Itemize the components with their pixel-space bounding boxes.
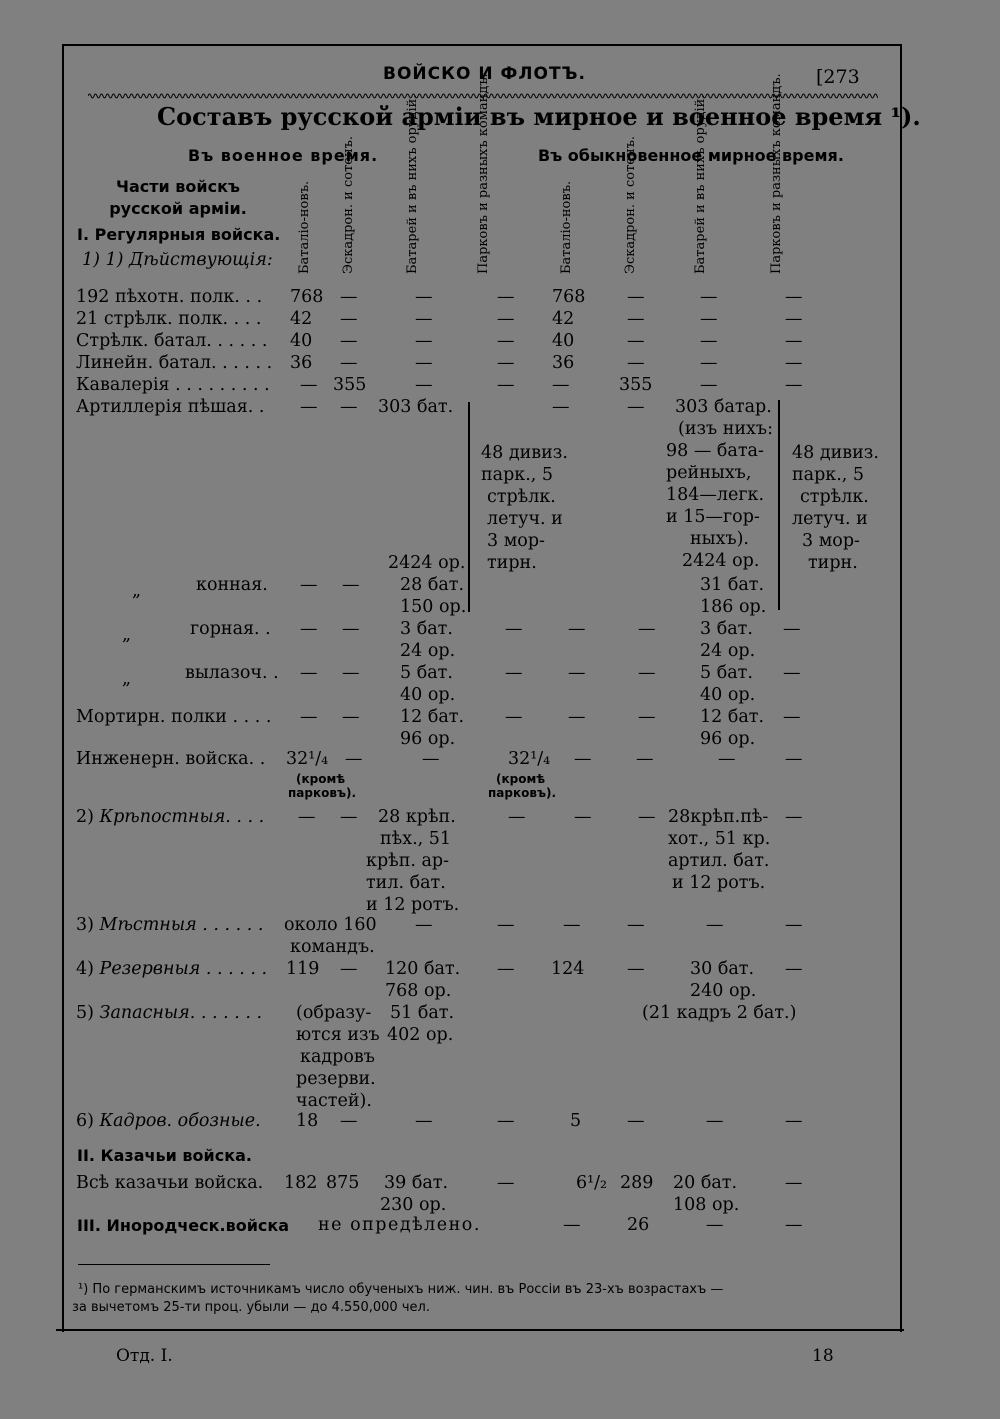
table-cell: — [497,375,515,395]
war-parks-line: 3 мор- [487,531,545,551]
fortress-war-line: и 12 ротъ. [366,895,460,915]
table-cell: — [415,331,433,351]
cadre-war-parks: — [497,1111,515,1131]
artillery-sortie-war-sq: — [342,663,360,683]
peace-detail-line: рейныхъ, [666,463,752,483]
engineers-peace-parks: — [718,749,736,769]
col-peace-squadrons: Эскадрон. и сотенъ. [623,135,638,274]
reserve-war-sq: — [340,959,358,979]
peace-detail-line: ныхъ). [690,529,749,549]
spare-peace: (21 кадръ 2 бат.) [642,1003,797,1023]
war-time-heading: Въ военное время. [188,146,379,165]
engineers-war-sq: — [345,749,363,769]
table-cell: — [300,375,318,395]
artillery-horse-label: конная. [196,575,268,595]
cossack-war-guns-2: 230 ор. [380,1195,447,1215]
table-cell: 303 бат. [378,397,454,417]
artillery-horse-war-sq: — [342,575,360,595]
cossack-war-guns-1: 39 бат. [384,1173,449,1193]
table-cell: 42 [290,309,313,329]
table-cell: — [497,353,515,373]
table-cell: — [497,331,515,351]
table-cell: — [340,287,358,307]
table-cell: — [340,331,358,351]
table-cell: 768 [290,287,324,307]
fortress-peace-dash: — [638,807,656,827]
peace-brace [778,400,780,610]
spare-war-line: кадровъ [300,1047,375,1067]
artillery-mortar-peace-sq: — [638,707,656,727]
col-peace-parks: Парковъ и разныхъ командъ. [769,73,784,274]
peace-parks-line: парк., 5 [792,465,865,485]
table-cell: — [627,331,645,351]
table-cell: — [340,353,358,373]
table-cell: 303 батар. [675,397,772,417]
cossack-peace-bat: 6¹/₂ [576,1173,608,1193]
artillery-sortie-peace-bat: — [568,663,586,683]
table-cell: — [627,309,645,329]
row-label: 21 стрѣлк. полк. . . . [76,309,262,329]
row-label: Линейн. батал. . . . . . [76,353,273,373]
spare-war-guns-1: 51 бат. [390,1003,455,1023]
cossack-peace-guns-1: 20 бат. [673,1173,738,1193]
table-cell: — [785,353,803,373]
col-peace-batteries: Батарей и въ нихъ орудій. [693,94,708,274]
artillery-mortar-peace-parks: — [783,707,801,727]
artillery-mortar-peace-guns-1: 12 бат. [700,707,765,727]
cossack-peace-sq: 289 [620,1173,654,1193]
fortress-peace-line: и 12 ротъ. [672,873,766,893]
peace-parks-line: 3 мор- [802,531,860,551]
reserve-war-bat: 119 [286,959,320,979]
war-artillery-guns: 2424 ор. [388,553,466,573]
foreign-peace-parks: — [785,1215,803,1235]
row-header-label-1: Части войскъ русской арміи. [109,177,247,218]
local-dash-5: — [706,915,724,935]
table-cell: — [340,397,358,417]
fortress-war-line: тил. бат. [366,873,446,893]
cadre-peace-sq: — [627,1111,645,1131]
table-cell: 768 [552,287,586,307]
war-parks-line: тирн. [487,553,537,573]
fortress-war-line: крѣп. ар- [366,851,450,871]
cadre-war-sq: — [340,1111,358,1131]
artillery-sortie-peace-parks: — [783,663,801,683]
cadre-peace-parks: — [785,1111,803,1131]
table-cell: — [552,375,570,395]
frame-bottom-rule [56,1329,904,1331]
cadre-war-bat: 18 [296,1111,319,1131]
engineers-war-guns: — [422,749,440,769]
table-cell: — [785,375,803,395]
table-cell: — [785,331,803,351]
cossack-peace-parks: — [785,1173,803,1193]
war-parks-line: летуч. и [487,509,563,529]
table-cell: — [552,397,570,417]
engineers-peace-guns: — [636,749,654,769]
engineers-war-bat: 32¹/₄ [286,749,329,769]
reserve-war-guns-2: 768 ор. [385,981,452,1001]
cadre-peace-bat: 5 [570,1111,582,1131]
reserve-label: 4) Резервныя . . . . . . [76,959,268,979]
table-cell: — [497,287,515,307]
fortress-war-bat: — [298,807,316,827]
artillery-sortie-label: вылазоч. . [185,663,279,683]
reserve-peace-guns-2: 240 ор. [690,981,757,1001]
artillery-mountain-peace-guns-2: 24 ор. [700,641,756,661]
cossack-war-parks: — [497,1173,515,1193]
fortress-peace-sq: — [574,807,592,827]
table-cell: — [627,397,645,417]
reserve-peace-sq: — [627,959,645,979]
table-cell: — [627,287,645,307]
table-cell: — [627,353,645,373]
col-war-parks: Парковъ и разныхъ командъ. [476,73,491,274]
artillery-mountain-war-parks: — [505,619,523,639]
fortress-peace-parks: — [785,807,803,827]
row-label: Стрѣлк. батал. . . . . . [76,331,268,351]
cossack-war-sq: 875 [326,1173,360,1193]
engineers-note-war-2: парковъ). [288,786,357,800]
table-cell: 355 [333,375,367,395]
reserve-war-guns-1: 120 бат. [385,959,461,979]
table-title: Составъ русской арміи въ мирное и военное время ¹). [157,102,921,131]
artillery-mountain-peace-sq: — [638,619,656,639]
reserve-peace-parks: — [785,959,803,979]
table-cell: — [340,309,358,329]
page-number: [273 [816,66,860,88]
spare-label: 5) Запасныя. . . . . . . [76,1003,263,1023]
cossack-war-bat: 182 [284,1173,318,1193]
fortress-war-sq: — [340,807,358,827]
local-dash-3: — [563,915,581,935]
section-regular: I. Регулярныя войска. [77,225,281,244]
artillery-sortie-peace-guns-2: 40 ор. [700,685,756,705]
reserve-peace-bat: 124 [551,959,585,979]
cadre-label: 6) Кадров. обозные. [76,1111,261,1131]
fortress-label: 2) Крѣпостныя. . . . [76,807,265,827]
artillery-mortar-war-parks: — [505,707,523,727]
war-brace [468,402,470,612]
peace-detail-line: 184—легк. [666,485,765,505]
artillery-mountain-label: горная. . [190,619,271,639]
artillery-horse-peace-guns-1: 31 бат. [700,575,765,595]
section-foreign: III. Инородческ.войска [77,1216,290,1235]
artillery-mountain-peace-guns-1: 3 бат. [700,619,753,639]
artillery-horse-peace-guns-2: 186 ор. [700,597,767,617]
ditto-mark: „ [122,625,132,645]
row-label: Кавалерія . . . . . . . . . [76,375,270,395]
artillery-mortar-war-bat: — [300,707,318,727]
reserve-peace-guns-1: 30 бат. [690,959,755,979]
artillery-mortar-war-sq: — [342,707,360,727]
footer-section: Отд. I. [116,1346,173,1366]
peace-detail-line: и 15—гор- [666,507,760,527]
peace-parks-line: тирн. [808,553,858,573]
war-parks-line: парк., 5 [481,465,554,485]
peace-parks-line: летуч. и [792,509,868,529]
peace-parks-line: 48 дивиз. [792,443,879,463]
row-label: 192 пѣхотн. полк. . . [76,287,263,307]
table-cell: — [700,353,718,373]
engineers-note-war-1: (кромѣ [296,772,346,786]
spare-war-line: резерви. [296,1069,376,1089]
table-cell: — [785,309,803,329]
table-cell: — [700,375,718,395]
row-label: Артиллерія пѣшая. . [76,397,265,417]
artillery-sortie-war-guns-2: 40 ор. [400,685,456,705]
artillery-mortar-war-guns-1: 12 бат. [400,707,465,727]
local-dash-1: — [415,915,433,935]
table-cell: 355 [619,375,653,395]
footer-sheet: 18 [812,1346,834,1366]
artillery-sortie-war-guns-1: 5 бат. [400,663,453,683]
table-cell: 40 [290,331,313,351]
spare-war-line: ются изъ [296,1025,380,1045]
engineers-note-peace-1: (кромѣ [496,772,546,786]
table-cell: 36 [552,353,575,373]
artillery-mortar-war-guns-2: 96 ор. [400,729,456,749]
fortress-peace-bat: — [508,807,526,827]
fortress-war-line: пѣх., 51 [380,829,452,849]
footnote-line-2: за вычетомъ 25-ти проц. убыли — до 4.550,000 чел. [72,1300,430,1315]
spare-war-line: частей). [296,1091,372,1111]
cadre-war-guns: — [415,1111,433,1131]
cossack-peace-guns-2: 108 ор. [673,1195,740,1215]
table-cell: — [497,309,515,329]
col-war-squadrons: Эскадрон. и сотенъ. [341,135,356,274]
ditto-mark: „ [132,581,142,601]
local-war-2: командъ. [290,937,375,957]
peace-parks-line: стрѣлк. [800,487,869,507]
footnote-line-1: ¹) По германскимъ источникамъ число обученыхъ ниж. чин. въ Россіи въ 23-хъ возрастахъ — [78,1282,724,1297]
ditto-mark: „ [122,669,132,689]
table-cell: — [785,287,803,307]
engineers-label: Инженерн. войска. . [76,749,266,769]
local-dash-2: — [497,915,515,935]
local-war-1: около 160 [284,915,377,935]
foreign-peace-sq: 26 [627,1215,650,1235]
table-cell: — [700,287,718,307]
artillery-sortie-war-parks: — [505,663,523,683]
peace-time-heading: Въ обыкновенное мирное время. [538,146,844,165]
table-cell: 36 [290,353,313,373]
artillery-mountain-war-guns-1: 3 бат. [400,619,453,639]
artillery-mortar-peace-bat: — [568,707,586,727]
artillery-mortar-label: Мортирн. полки . . . . [76,707,272,727]
peace-detail-line: 2424 ор. [682,551,760,571]
artillery-sortie-peace-guns-1: 5 бат. [700,663,753,683]
local-dash-6: — [785,915,803,935]
engineers-note-peace-2: парковъ). [488,786,557,800]
artillery-sortie-peace-sq: — [638,663,656,683]
engineers-peace-sq: — [574,749,592,769]
peace-detail-line: 98 — бата- [666,441,764,461]
spare-war-line: (образу- [296,1003,372,1023]
fortress-peace-line: хот., 51 кр. [668,829,771,849]
table-cell: — [415,353,433,373]
table-cell: 42 [552,309,575,329]
artillery-mountain-war-sq: — [342,619,360,639]
fortress-peace-line: артил. бат. [668,851,770,871]
engineers-dash-end: — [785,749,803,769]
subsection-active: 1) 1) Дѣйствующія: [82,250,273,270]
table-cell: — [415,375,433,395]
artillery-horse-war-guns-2: 150 ор. [400,597,467,617]
running-head: ВОЙСКО И ФЛОТЪ. [383,64,586,84]
artillery-mountain-war-bat: — [300,619,318,639]
fortress-peace-line: 28крѣп.пѣ- [668,807,769,827]
table-cell: — [415,287,433,307]
table-cell: — [700,309,718,329]
engineers-peace-bat: 32¹/₄ [508,749,551,769]
table-cell: — [415,309,433,329]
col-war-battalions: Баталіо-новъ. [297,180,312,274]
footnote-rule [78,1264,270,1265]
cadre-peace-guns: — [706,1111,724,1131]
table-cell: 40 [552,331,575,351]
artillery-horse-war-guns-1: 28 бат. [400,575,465,595]
foreign-peace-guns: — [706,1215,724,1235]
artillery-mountain-peace-bat: — [568,619,586,639]
col-peace-battalions: Баталіо-новъ. [559,180,574,274]
reserve-war-parks: — [497,959,515,979]
local-dash-4: — [627,915,645,935]
artillery-mortar-peace-guns-2: 96 ор. [700,729,756,749]
section-cossack: II. Казачьи войска. [77,1146,252,1165]
col-war-batteries: Батарей и въ нихъ орудій. [405,94,420,274]
table-cell: — [700,331,718,351]
artillery-mountain-war-guns-2: 24 ор. [400,641,456,661]
war-parks-line: стрѣлк. [487,487,556,507]
table-cell: — [300,397,318,417]
cossack-label: Всѣ казачьи войска. [76,1173,264,1193]
war-parks-line: 48 дивиз. [481,443,568,463]
artillery-mountain-peace-parks: — [783,619,801,639]
local-label: 3) Мѣстныя . . . . . . [76,915,264,935]
fortress-war-line: 28 крѣп. [378,807,456,827]
foreign-peace-bat: — [563,1215,581,1235]
artillery-sortie-war-bat: — [300,663,318,683]
artillery-horse-war-bat: — [300,575,318,595]
peace-detail-line: (изъ нихъ: [678,419,773,439]
foreign-war: не опредѣлено. [318,1215,481,1235]
spare-war-guns-2: 402 ор. [387,1025,454,1045]
